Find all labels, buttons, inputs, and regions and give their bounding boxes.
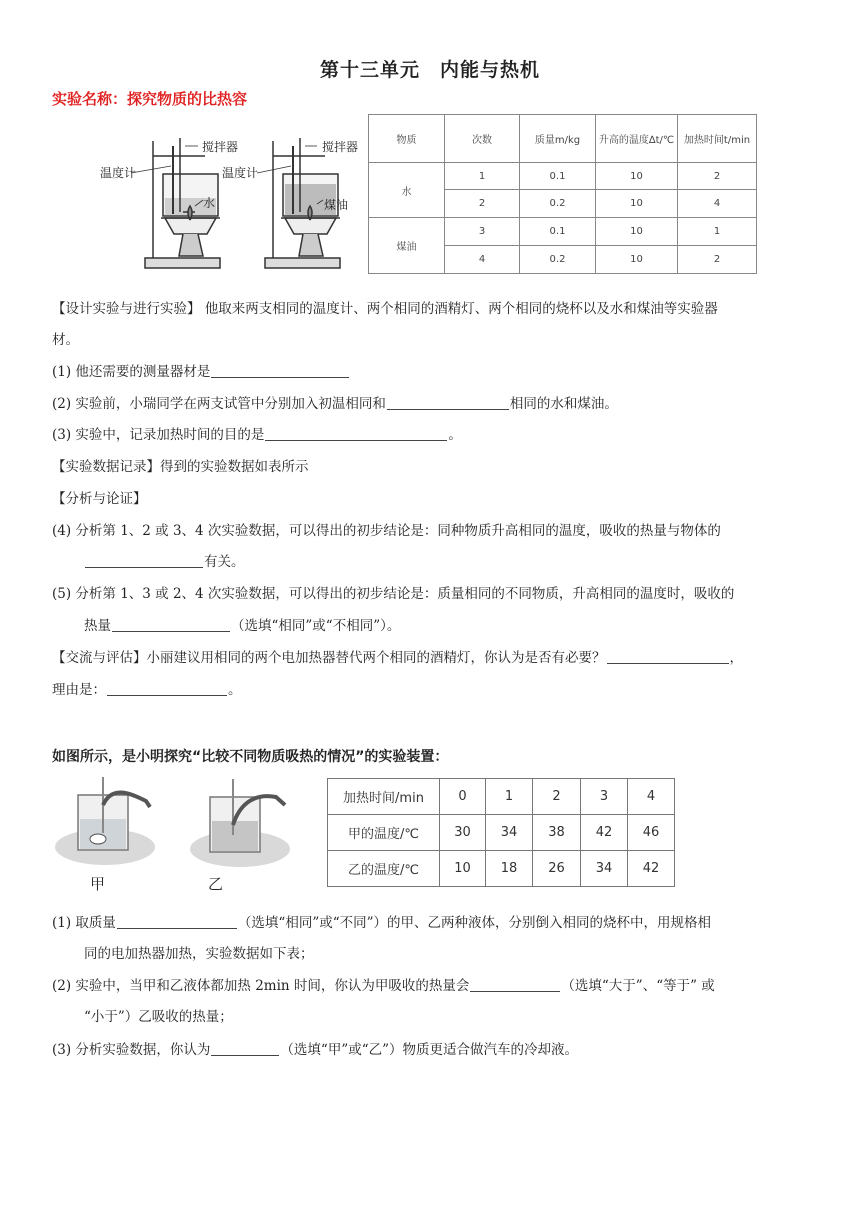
answer-blank-2[interactable]	[387, 395, 509, 410]
question-1	[52, 362, 350, 382]
s2-question-1-text: (1) 取质量	[52, 915, 116, 931]
design-paragraph-line1: 【设计实验与进行实验】 他取来两支相同的温度计、两个相同的酒精灯、两个相同的烧杯以及水和煤油等实验器	[52, 301, 718, 317]
page-title: 第十三单元 内能与热机	[319, 59, 540, 81]
reason-text: 理由是：	[52, 682, 106, 698]
table-cell: 0.1	[520, 163, 596, 190]
beaker-yi	[190, 779, 290, 867]
table-cell: 10	[596, 246, 678, 274]
substance-cell: 煤油	[369, 218, 445, 274]
row-header: 加热时间/min	[328, 779, 440, 815]
row-header: 甲的温度/℃	[328, 815, 440, 851]
table-header: 加热时间t/min	[678, 115, 757, 163]
left-thermometer-label: 温度计	[100, 166, 137, 180]
s2-question-2-line2: “小于”）乙吸收的热量；	[84, 1009, 233, 1025]
temperature-data-table	[327, 778, 675, 887]
table-cell: 10	[596, 218, 678, 246]
right-thermometer-pointer	[257, 166, 291, 173]
table-cell: 2	[678, 246, 757, 274]
table-cell: 4	[628, 779, 675, 815]
table-header-row	[369, 115, 757, 163]
s2-question-3-suffix: （选填“甲”或“乙”）物质更适合做汽车的冷却液。	[280, 1042, 579, 1058]
table-cell: 3	[445, 218, 520, 246]
table-header: 次数	[445, 115, 520, 163]
s2-question-3-text: (3) 分析实验数据，你认为	[52, 1042, 211, 1058]
exchange-suffix: ，	[729, 650, 743, 666]
design-paragraph-line2: 材。	[52, 332, 79, 348]
s2-question-2-line1	[52, 976, 715, 996]
table-row	[328, 779, 675, 815]
s2-question-1-suffix: （选填“相同”或“不同”）的甲、乙两种液体，分别倒入相同的烧杯中，用规格相	[237, 915, 712, 931]
table-header: 升高的温度∆t/℃	[596, 115, 678, 163]
question-5-suffix: （选填“相同”或“不相同”）。	[231, 618, 401, 634]
specific-heat-data-table	[368, 114, 757, 274]
table-cell: 42	[628, 851, 675, 887]
water-label: 水	[203, 196, 216, 210]
analysis-heading: 【分析与论证】	[52, 491, 147, 507]
right-thermometer-label: 温度计	[222, 166, 259, 180]
table-cell: 1	[445, 163, 520, 190]
question-1-text: (1) 他还需要的测量器材是	[52, 364, 211, 380]
question-4-line2	[84, 552, 245, 572]
experiment-name: 实验名称：探究物质的比热容	[52, 90, 248, 108]
answer-blank-4[interactable]	[85, 553, 203, 568]
question-3	[52, 425, 462, 445]
table-cell: 2	[678, 163, 757, 190]
table-cell: 3	[581, 779, 628, 815]
reason-suffix: 。	[228, 682, 242, 698]
table-header: 质量m/kg	[520, 115, 596, 163]
table-cell: 0.2	[520, 246, 596, 274]
answer-blank-5[interactable]	[112, 617, 230, 632]
table-row	[328, 851, 675, 887]
label-yi: 乙	[208, 875, 224, 893]
reason-line	[52, 680, 242, 700]
row-header: 乙的温度/℃	[328, 851, 440, 887]
table-cell: 30	[440, 815, 486, 851]
answer-blank-s2-2[interactable]	[470, 977, 560, 992]
table-header: 物质	[369, 115, 445, 163]
table-cell: 38	[533, 815, 581, 851]
s2-question-3	[52, 1040, 578, 1060]
table-row	[328, 815, 675, 851]
table-row	[369, 163, 757, 190]
question-2-suffix: 相同的水和煤油。	[509, 396, 618, 412]
table-cell: 1	[486, 779, 533, 815]
right-stirrer-label: 搅拌器	[322, 140, 359, 154]
question-5-line1: (5) 分析第 1、3 或 2、4 次实验数据，可以得出的初步结论是：质量相同的不同物质，升高相同的温度时，吸收的	[52, 586, 735, 602]
exchange-text: 【交流与评估】小丽建议用相同的两个电加热器替代两个相同的酒精灯，你认为是否有必要？	[52, 650, 606, 666]
kerosene-label: 煤油	[324, 198, 349, 212]
table-cell: 10	[596, 163, 678, 190]
table-cell: 34	[486, 815, 533, 851]
s2-question-2-suffix: （选填“大于”、“等于” 或	[561, 978, 715, 994]
table-cell: 42	[581, 815, 628, 851]
question-5-prefix: 热量	[84, 618, 111, 634]
question-5-line2	[84, 616, 400, 636]
answer-blank-s2-3[interactable]	[211, 1041, 279, 1056]
question-2	[52, 394, 618, 414]
table-cell: 0.2	[520, 190, 596, 218]
data-record-heading: 【实验数据记录】得到的实验数据如表所示	[52, 459, 309, 475]
table-cell: 4	[678, 190, 757, 218]
table-cell: 46	[628, 815, 675, 851]
beaker-jia	[55, 777, 155, 865]
table-cell: 4	[445, 246, 520, 274]
table-cell: 34	[581, 851, 628, 887]
table-cell: 1	[678, 218, 757, 246]
table-cell: 0.1	[520, 218, 596, 246]
question-2-text: (2) 实验前，小瑞同学在两支试管中分别加入初温相同和	[52, 396, 386, 412]
table-row	[369, 218, 757, 246]
table-cell: 10	[596, 190, 678, 218]
label-jia: 甲	[90, 875, 106, 893]
exchange-line	[52, 648, 743, 668]
answer-blank-reason[interactable]	[107, 681, 227, 696]
table-cell: 2	[445, 190, 520, 218]
table-cell: 10	[440, 851, 486, 887]
section-2-intro: 如图所示，是小明探究“比较不同物质吸热的情况”的实验装置：	[52, 749, 449, 765]
table-cell: 26	[533, 851, 581, 887]
answer-blank-s2-1[interactable]	[117, 914, 237, 929]
table-cell: 0	[440, 779, 486, 815]
s2-question-1-line1	[52, 913, 711, 933]
s2-question-1-line2: 同的电加热器加热，实验数据如下表；	[84, 946, 314, 962]
answer-blank-3[interactable]	[265, 426, 447, 441]
table-cell: 18	[486, 851, 533, 887]
s2-question-2-text: (2) 实验中，当甲和乙液体都加热 2min 时间，你认为甲吸收的热量会	[52, 978, 470, 994]
answer-blank-1[interactable]	[211, 363, 349, 378]
answer-blank-necessity[interactable]	[607, 649, 729, 664]
table-cell: 2	[533, 779, 581, 815]
question-3-text: (3) 实验中，记录加热时间的目的是	[52, 427, 265, 443]
question-3-suffix: 。	[448, 427, 462, 443]
left-stirrer-label: 搅拌器	[202, 140, 239, 154]
substance-cell: 水	[369, 163, 445, 218]
question-4-suffix: 有关。	[204, 554, 245, 570]
left-thermometer-pointer	[131, 166, 171, 173]
question-4-line1: (4) 分析第 1、2 或 3、4 次实验数据，可以得出的初步结论是：同种物质升高相同的温度，吸收的热量与物体的	[52, 523, 721, 539]
